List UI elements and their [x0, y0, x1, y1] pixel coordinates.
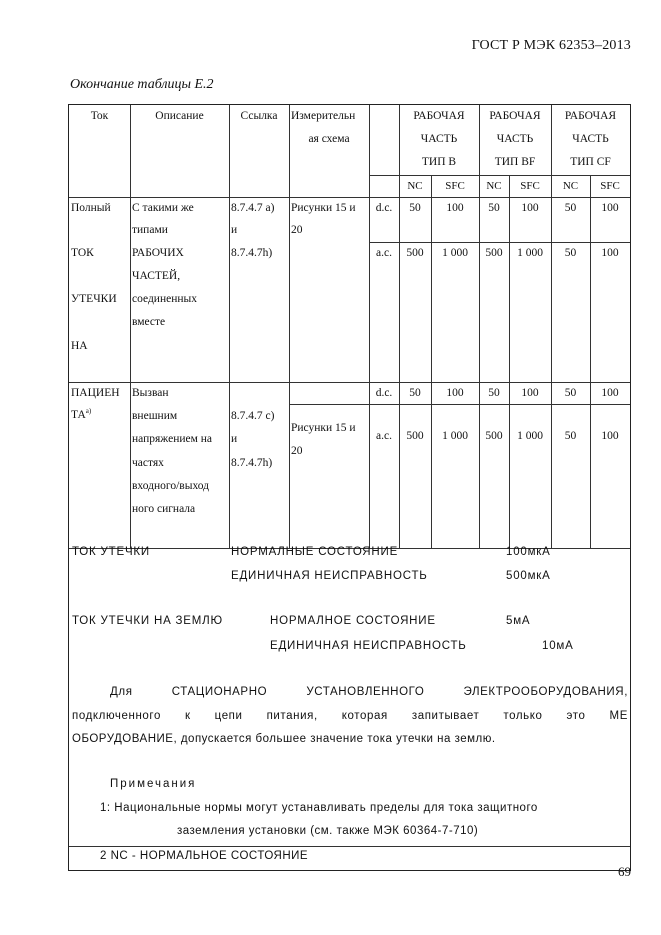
col-header-sfc: SFC [600, 180, 620, 192]
col-header-sfc: SFC [445, 180, 465, 192]
col-header-part-bf: РАБОЧАЯ [489, 110, 541, 122]
description-text: соединенных [132, 293, 197, 305]
limit-value: 100 [521, 387, 539, 399]
current-type: d.c. [375, 202, 393, 214]
col-header-part-b: ТИП B [421, 156, 457, 168]
scheme-text: Рисунки 15 и [291, 422, 356, 434]
description-text: вместе [132, 316, 166, 328]
current-type: d.c. [375, 387, 393, 399]
description-text: внешним [132, 410, 178, 422]
reference-text: и [231, 224, 238, 236]
limit-value: 500 [406, 430, 424, 442]
leakage-normal-label: НОРМАЛНЫЕ СОСТОЯНИЕ [231, 546, 399, 558]
col-header-sfc: SFC [520, 180, 540, 192]
note-text: 2 NC - НОРМАЛЬНОЕ СОСТОЯНИЕ [100, 850, 309, 862]
description-text: частях [132, 457, 164, 469]
limit-value: 100 [446, 202, 464, 214]
description-text: С такими же [132, 202, 194, 214]
current-text: ПАЦИЕН [71, 387, 120, 399]
col-header-part-bf: ЧАСТЬ [496, 133, 534, 145]
limit-value: 50 [488, 202, 500, 214]
earth-leakage-label: ТОК УТЕЧКИ НА ЗЕМЛЮ [72, 615, 223, 627]
col-header-part-b: РАБОЧАЯ [413, 110, 465, 122]
paragraph-line: ОБОРУДОВАНИЕ, допускается большее значение тока утечки на землю. [72, 733, 496, 745]
current-type: a.c. [376, 430, 392, 442]
reference-text: и [231, 433, 238, 445]
reference-text: 8.7.4.7 а) [231, 202, 275, 214]
col-header-nc: NC [486, 180, 502, 192]
current-text: ТА$^{a)}$ [71, 407, 92, 421]
grid-line [509, 175, 510, 548]
paragraph-line: Для СТАЦИОНАРНО УСТАНОВЛЕННОГО ЭЛЕКТРООБОРУДОВАНИЯ, [110, 686, 628, 698]
reference-text: 8.7.4.7 c) [231, 410, 275, 422]
scheme-text: 20 [291, 445, 303, 457]
leakage-fault-value: 500мкА [506, 570, 551, 582]
description-text: типами [132, 224, 168, 236]
table-caption: Окончание таблицы Е.2 [70, 77, 214, 92]
reference-text: 8.7.4.7h) [231, 247, 273, 259]
current-text: НА [71, 340, 88, 352]
notes-title: Примечания [110, 778, 197, 790]
earth-fault-label: ЕДИНИЧНАЯ НЕИСПРАВНОСТЬ [270, 640, 467, 652]
limit-value: 50 [488, 387, 500, 399]
page-number: 69 [618, 864, 631, 879]
limit-value: 50 [564, 387, 577, 399]
col-header-current: Ток [90, 110, 109, 122]
limit-value: 500 [485, 247, 503, 259]
grid-line [130, 105, 131, 548]
standard-header: ГОСТ Р МЭК 62353–2013 [471, 38, 631, 53]
limit-value: 100 [601, 430, 619, 442]
col-header-nc: NC [407, 180, 423, 192]
description-text: ного сигнала [132, 503, 196, 515]
limit-value: 1 000 [442, 247, 468, 259]
footnote-marker: a) [85, 407, 92, 416]
limit-value: 1 000 [517, 430, 543, 442]
earth-normal-value: 5мА [506, 615, 531, 627]
col-header-part-cf: ЧАСТЬ [572, 133, 609, 145]
col-header-description: Описание [155, 110, 204, 122]
description-text: напряжением на [132, 433, 213, 445]
col-header-part-bf: ТИП BF [494, 156, 536, 168]
description-text: РАБОЧИХ [132, 247, 184, 259]
limit-value: 1 000 [517, 247, 543, 259]
limit-value: 50 [564, 430, 577, 442]
table-e2 [68, 104, 631, 871]
earth-fault-value: 10мА [542, 640, 574, 652]
limit-value: 100 [601, 247, 619, 259]
grid-line [229, 105, 230, 548]
limit-value: 1 000 [442, 430, 468, 442]
leakage-normal-value: 100мкА [506, 546, 551, 558]
current-text: ТОК [71, 247, 94, 259]
current-text: УТЕЧКИ [71, 293, 117, 305]
note-text: 1: Национальные нормы могут устанавливать пределы для тока защитного [100, 802, 538, 814]
limit-value: 50 [564, 202, 577, 214]
grid-line [590, 175, 591, 548]
col-header-part-b: ЧАСТЬ [420, 133, 458, 145]
col-header-part-cf: РАБОЧАЯ [564, 110, 617, 122]
paragraph-line: подключенного к цепи питания, которая запитывает только это МЕ [72, 710, 628, 722]
col-header-part-cf: ТИП CF [570, 156, 611, 168]
limit-value: 100 [601, 387, 619, 399]
leakage-label: ТОК УТЕЧКИ [72, 546, 150, 558]
limit-value: 100 [446, 387, 464, 399]
limit-value: 50 [564, 247, 577, 259]
current-type: a.c. [376, 247, 392, 259]
limit-value: 100 [601, 202, 619, 214]
scheme-text: 20 [291, 224, 303, 236]
description-text: ЧАСТЕЙ, [132, 270, 181, 282]
description-text: Вызван [132, 387, 169, 399]
scheme-text: Рисунки 15 и [291, 202, 356, 214]
earth-normal-label: НОРМАЛНОЕ СОСТОЯНИЕ [270, 615, 436, 627]
limit-value: 50 [409, 202, 421, 214]
description-text: входного/выход [132, 480, 210, 492]
current-text: Полный [71, 202, 111, 214]
note-text: заземления установки (см. также МЭК 60364-7-710) [177, 825, 479, 837]
grid-line [289, 105, 290, 548]
limit-value: 100 [521, 202, 539, 214]
col-header-scheme: Измерительн [291, 110, 356, 122]
col-header-nc: NC [562, 180, 579, 192]
leakage-fault-label: ЕДИНИЧНАЯ НЕИСПРАВНОСТЬ [231, 570, 428, 582]
col-header-reference: Ссылка [240, 110, 278, 122]
grid-line [431, 175, 432, 548]
col-header-scheme: ая схема [308, 133, 350, 145]
limit-value: 500 [485, 430, 503, 442]
grid-line [369, 105, 370, 548]
limit-value: 50 [409, 387, 421, 399]
reference-text: 8.7.4.7h) [231, 457, 273, 469]
limit-value: 500 [406, 247, 424, 259]
